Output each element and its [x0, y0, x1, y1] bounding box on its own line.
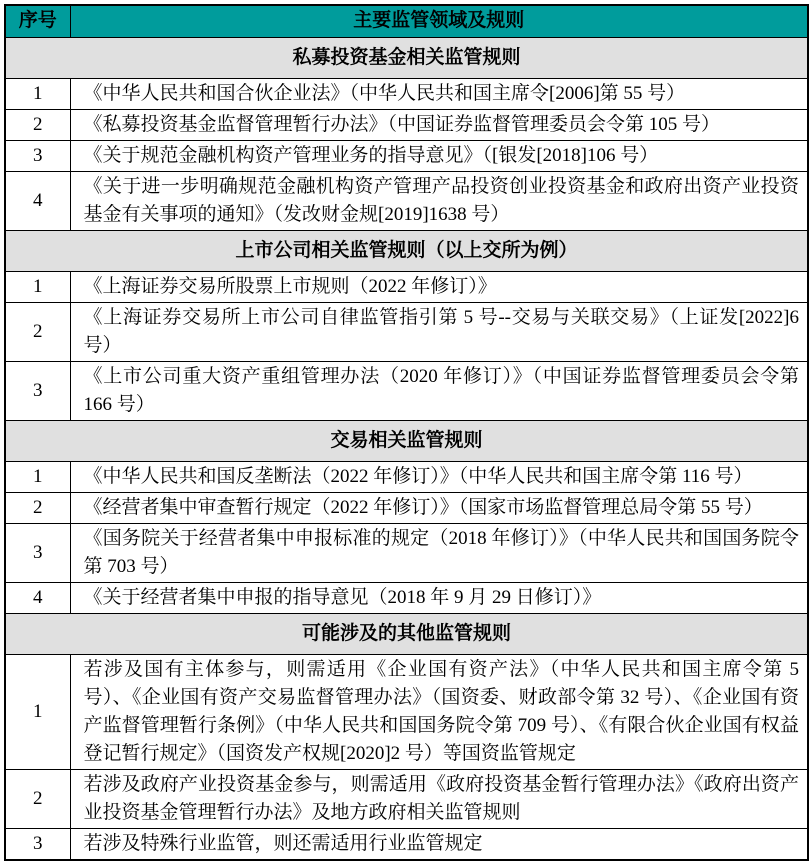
- section-title: 交易相关监管规则: [5, 420, 808, 461]
- section-header-transactions: [5, 420, 808, 461]
- row-number: 2: [5, 492, 70, 523]
- section-title: 可能涉及的其他监管规则: [5, 613, 808, 654]
- row-number: 3: [5, 523, 70, 582]
- row-number: 1: [5, 461, 70, 492]
- rule-text: 若涉及特殊行业监管，则还需适用行业监管规定: [70, 828, 808, 860]
- row-number: 3: [5, 361, 70, 420]
- rule-text: 《经营者集中审查暂行规定（2022 年修订）》（国家市场监督管理总局令第 55 号）: [70, 492, 808, 523]
- rule-text: 《国务院关于经营者集中申报标准的规定（2018 年修订）》（中华人民共和国国务院令第 703 号）: [70, 523, 808, 582]
- rule-text: 《中华人民共和国合伙企业法》（中华人民共和国主席令[2006]第 55 号）: [70, 78, 808, 109]
- table-row: [5, 171, 808, 230]
- rule-text: 《上市公司重大资产重组管理办法（2020 年修订）》（中国证券监督管理委员会令第 166 号）: [70, 361, 808, 420]
- table-row: [5, 461, 808, 492]
- row-number: 4: [5, 582, 70, 613]
- table-header-row: [5, 5, 808, 37]
- row-number: 2: [5, 109, 70, 140]
- section-header-other-rules: [5, 613, 808, 654]
- table-row: [5, 361, 808, 420]
- row-number: 2: [5, 769, 70, 828]
- row-number: 1: [5, 654, 70, 769]
- table-row: [5, 109, 808, 140]
- row-number: 1: [5, 271, 70, 302]
- table-row: [5, 78, 808, 109]
- table-row: [5, 582, 808, 613]
- table-row: [5, 271, 808, 302]
- rule-text: 《关于进一步明确规范金融机构资产管理产品投资创业投资基金和政府出资产业投资基金有关事项的通知》（发改财金规[2019]1638 号）: [70, 171, 808, 230]
- rule-text: 若涉及政府产业投资基金参与，则需适用《政府投资基金暂行管理办法》《政府出资产业投资基金管理暂行办法》及地方政府相关监管规则: [70, 769, 808, 828]
- row-number: 1: [5, 78, 70, 109]
- regulation-table: [4, 4, 809, 861]
- table-row: [5, 769, 808, 828]
- header-cell-rule: 主要监管领域及规则: [70, 5, 808, 37]
- section-title: 私募投资基金相关监管规则: [5, 37, 808, 78]
- table-row: [5, 654, 808, 769]
- rule-text: 《关于规范金融机构资产管理业务的指导意见》（[银发[2018]106 号）: [70, 140, 808, 171]
- rule-text: 《关于经营者集中申报的指导意见（2018 年 9 月 29 日修订）》: [70, 582, 808, 613]
- table-row: [5, 492, 808, 523]
- table-row: [5, 302, 808, 361]
- row-number: 3: [5, 828, 70, 860]
- table-row: [5, 523, 808, 582]
- rule-text: 《中华人民共和国反垄断法（2022 年修订）》（中华人民共和国主席令第 116 号）: [70, 461, 808, 492]
- row-number: 2: [5, 302, 70, 361]
- row-number: 4: [5, 171, 70, 230]
- section-header-private-funds: [5, 37, 808, 78]
- rule-text: 若涉及国有主体参与，则需适用《企业国有资产法》（中华人民共和国主席令第 5 号）、《企业国有资产交易监督管理办法》（国资委、财政部令第 32 号）、《企业国有资产监督管理暂行条例》（中华人民共和国国务院令第 709 号）、《有限合伙企业国有权益登记暂行规定》（国资发产权规[2020]2 号）等国资监管规定: [70, 654, 808, 769]
- header-cell-number: 序号: [5, 5, 70, 37]
- section-title: 上市公司相关监管规则（以上交所为例）: [5, 230, 808, 271]
- rule-text: 《私募投资基金监督管理暂行办法》（中国证券监督管理委员会令第 105 号）: [70, 109, 808, 140]
- table-row: [5, 140, 808, 171]
- section-header-listed-companies: [5, 230, 808, 271]
- rule-text: 《上海证券交易所股票上市规则（2022 年修订）》: [70, 271, 808, 302]
- row-number: 3: [5, 140, 70, 171]
- rule-text: 《上海证券交易所上市公司自律监管指引第 5 号--交易与关联交易》（上证发[2022]6 号）: [70, 302, 808, 361]
